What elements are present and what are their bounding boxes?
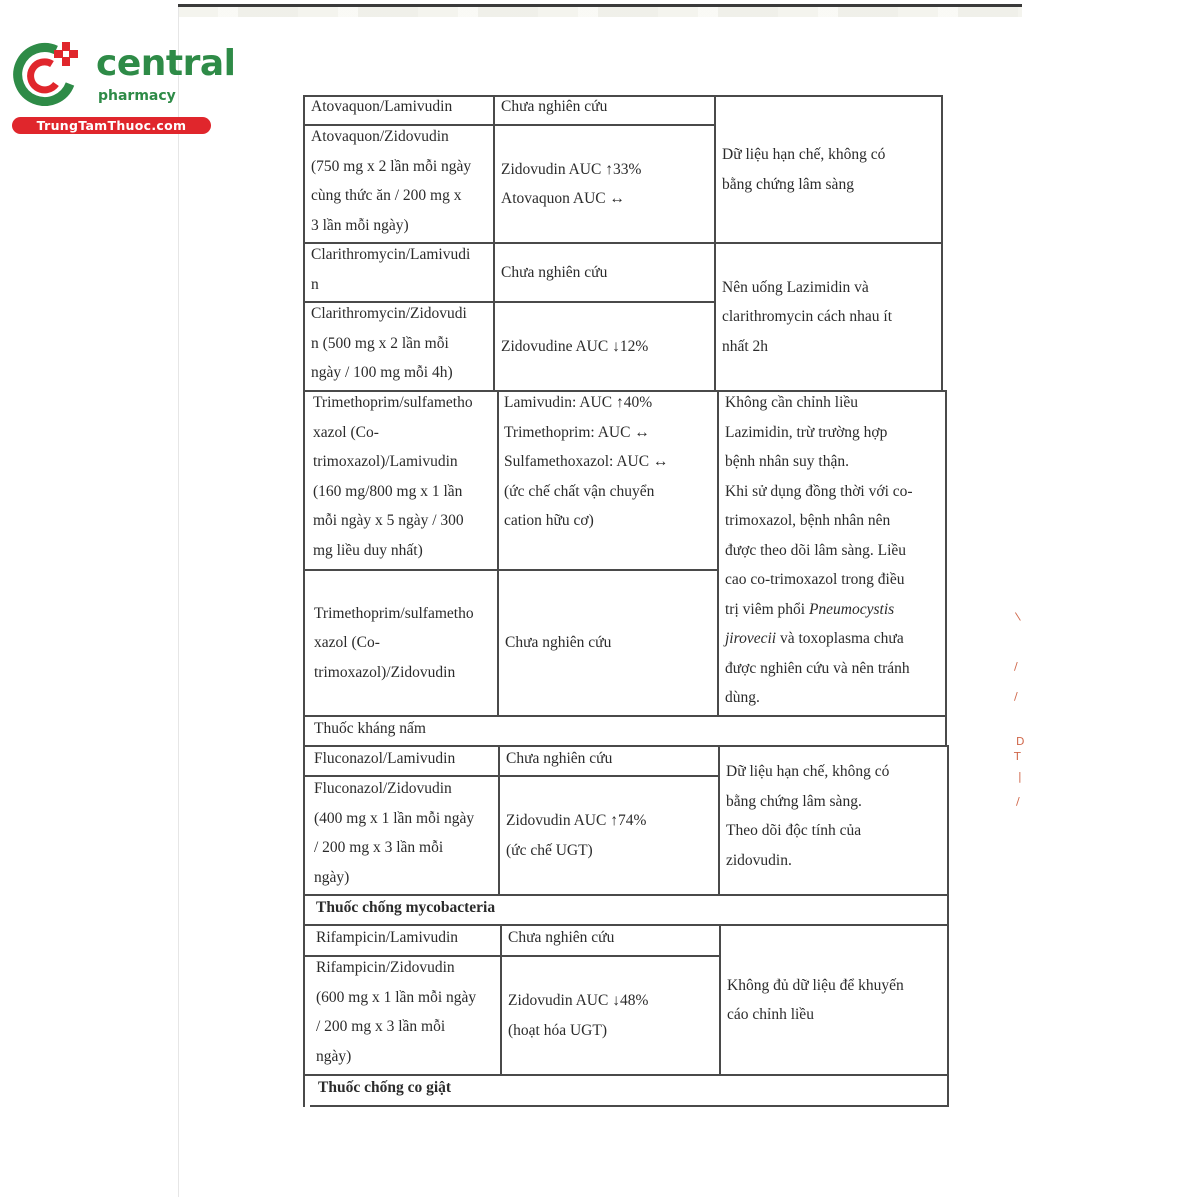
- cell-text: Rifampicin/Zidovudin: [316, 959, 455, 976]
- cell-text: Chưa nghiên cứu: [501, 263, 608, 281]
- cell-text: Atovaquon/Lamivudin: [311, 98, 453, 115]
- cell-text: (hoạt hóa UGT): [508, 1021, 607, 1039]
- table-cell-effect: [499, 571, 717, 715]
- cell-text: Dữ liệu hạn chế, không có: [722, 146, 886, 163]
- table-cell-effect: [502, 923, 719, 953]
- cell-text: Lamivudin: AUC ↑40%: [504, 394, 653, 411]
- cell-text: Zidovudin AUC ↓48%: [508, 992, 649, 1009]
- table-cell-recommendation: [720, 757, 946, 875]
- cell-text: được nghiên cứu và nên tránh: [725, 659, 910, 677]
- cell-text: xazol (Co-: [314, 634, 380, 652]
- cell-text: bệnh nhân suy thận.: [725, 453, 849, 470]
- cell-text: (600 mg x 1 lần mỗi ngày: [316, 988, 477, 1006]
- cell-text: trimoxazol, bệnh nhân nên: [725, 512, 891, 529]
- stamp-fragment: \ / / D T | /: [1014, 609, 1025, 808]
- section-title: Thuốc chống mycobacteria: [316, 899, 496, 916]
- cell-text: Chưa nghiên cứu: [508, 929, 615, 946]
- table-cell-drug-pair: [310, 953, 500, 1071]
- cell-text: Trimethoprim: AUC ↔: [504, 423, 650, 441]
- cell-text-part: trị viêm phổi: [725, 600, 809, 618]
- cell-text: Sulfamethoxazol: AUC ↔: [504, 453, 669, 470]
- cell-text: Zidovudin AUC ↑74%: [506, 812, 647, 829]
- row-line: [310, 1105, 949, 1107]
- section-title: Thuốc kháng nấm: [314, 720, 426, 737]
- cell-text: Atovaquon/Zidovudin: [311, 128, 449, 145]
- table-cell-drug-pair: [305, 240, 493, 299]
- table-border-right-2: [945, 390, 947, 745]
- cell-text: Zidovudine AUC ↓12%: [501, 337, 649, 355]
- cell-text: bằng chứng lâm sàng: [722, 175, 854, 193]
- table-cell-drug-pair: [305, 92, 493, 122]
- cell-text: clarithromycin cách nhau ít: [722, 308, 893, 326]
- cell-text: mỗi ngày x 5 ngày / 300: [313, 512, 464, 529]
- scan-left-edge: [178, 7, 179, 1197]
- cell-text: / 200 mg x 3 lần mỗi: [316, 1018, 446, 1035]
- logo-subtitle: pharmacy: [98, 88, 176, 104]
- table-cell-drug-pair: [308, 744, 498, 774]
- cell-text: mg liều duy nhất): [313, 541, 423, 559]
- cell-text: Lazimidin, trừ trường hợp: [725, 423, 888, 441]
- table-cell-recommendation: [719, 388, 945, 713]
- cell-text: trimoxazol)/Zidovudin: [314, 663, 456, 681]
- table-cell-drug-pair: [305, 299, 493, 388]
- cell-text: cao co-trimoxazol trong điều: [725, 571, 905, 588]
- cell-text: 3 lần mỗi ngày): [311, 216, 409, 234]
- cell-text: Chưa nghiên cứu: [501, 98, 608, 115]
- cell-text: Không đủ dữ liệu để khuyến: [727, 976, 904, 994]
- cell-text: [725, 624, 939, 654]
- cell-text: cùng thức ăn / 200 mg x: [311, 187, 462, 204]
- table-cell-drug-pair: [308, 774, 498, 892]
- cell-text: zidovudin.: [726, 851, 792, 869]
- cell-text: trimoxazol)/Lamivudin: [313, 453, 458, 470]
- cell-text: (ức chế UGT): [506, 841, 593, 859]
- cell-text: (750 mg x 2 lần mỗi ngày: [311, 157, 472, 175]
- cell-text: Dữ liệu hạn chế, không có: [726, 763, 890, 780]
- species-name: jirovecii: [725, 630, 777, 647]
- section-header-antimycobacterial: [310, 893, 940, 923]
- section-header-antifungal: [308, 714, 938, 744]
- cell-text: [725, 595, 939, 625]
- table-cell-drug-pair: [310, 923, 500, 953]
- cell-text: Zidovudin AUC ↑33%: [501, 160, 642, 178]
- cell-text: xazol (Co-: [313, 423, 379, 441]
- cell-text: / 200 mg x 3 lần mỗi: [314, 839, 444, 856]
- cell-text: Clarithromycin/Zidovudi: [311, 305, 467, 322]
- cell-text: Fluconazol/Zidovudin: [314, 780, 452, 797]
- table-cell-effect: [500, 744, 718, 774]
- cell-text: Atovaquon AUC ↔: [501, 190, 625, 207]
- species-name: Pneumocystis: [808, 600, 895, 618]
- cell-text: ngày): [316, 1047, 352, 1065]
- cell-text: cáo chỉnh liều: [727, 1006, 814, 1023]
- cell-text: dùng.: [725, 689, 760, 706]
- pharmacy-cross-logo-icon: [12, 40, 82, 106]
- section-header-anticonvulsant: [312, 1073, 942, 1103]
- cell-text: Clarithromycin/Lamivudi: [311, 246, 471, 263]
- cell-text: được theo dõi lâm sàng. Liều: [725, 541, 907, 559]
- cell-text: Trimethoprim/sulfametho: [313, 394, 473, 411]
- cell-text: Trimethoprim/sulfametho: [314, 604, 474, 622]
- table-cell-effect: [495, 244, 714, 301]
- table-cell-effect: [500, 777, 718, 894]
- cell-text-part: và toxoplasma chưa: [776, 630, 904, 647]
- cell-text: cation hữu cơ): [504, 512, 594, 529]
- table-cell-recommendation: [721, 926, 947, 1074]
- table-cell-drug-pair: [307, 388, 497, 565]
- cell-text: n: [311, 275, 319, 293]
- cell-text: ngày): [314, 868, 350, 886]
- cell-text: Không cần chỉnh liều: [725, 394, 859, 411]
- table-cell-drug-pair: [308, 571, 498, 715]
- table-border-right-3: [947, 745, 949, 1107]
- cell-text: (160 mg/800 mg x 1 lần: [313, 482, 463, 500]
- scan-top-strip: [178, 7, 1022, 17]
- cell-text: Chưa nghiên cứu: [505, 634, 612, 652]
- logo-url-badge[interactable]: TrungTamThuoc.com: [12, 117, 211, 134]
- central-pharmacy-logo[interactable]: [10, 38, 236, 138]
- cell-text: Khi sử dụng đồng thời với co-: [725, 482, 913, 500]
- cell-text: Fluconazol/Lamivudin: [314, 750, 456, 767]
- cell-text: ngày / 100 mg mỗi 4h): [311, 364, 453, 381]
- cell-text: n (500 mg x 2 lần mỗi: [311, 334, 449, 352]
- cell-text: Theo dõi độc tính của: [726, 822, 862, 839]
- table-cell-effect: [495, 303, 714, 390]
- table-cell-effect: [502, 957, 719, 1074]
- table-cell-recommendation: [716, 97, 941, 242]
- cell-text: nhất 2h: [722, 337, 769, 355]
- table-cell-effect: [495, 126, 714, 242]
- cell-text: Nên uống Lazimidin và: [722, 278, 869, 296]
- cell-text: Rifampicin/Lamivudin: [316, 929, 459, 946]
- section-title: Thuốc chống co giật: [318, 1079, 452, 1096]
- table-cell-recommendation: [716, 244, 941, 390]
- cell-text: (ức chế chất vận chuyển: [504, 482, 655, 500]
- cell-text: Chưa nghiên cứu: [506, 750, 613, 767]
- cell-text: bằng chứng lâm sàng.: [726, 792, 862, 810]
- table-cell-drug-pair: [305, 122, 493, 240]
- logo-brand-name: central: [96, 43, 236, 84]
- cell-text: (400 mg x 1 lần mỗi ngày: [314, 809, 475, 827]
- table-cell-effect: [495, 92, 714, 122]
- table-cell-effect: [498, 388, 717, 536]
